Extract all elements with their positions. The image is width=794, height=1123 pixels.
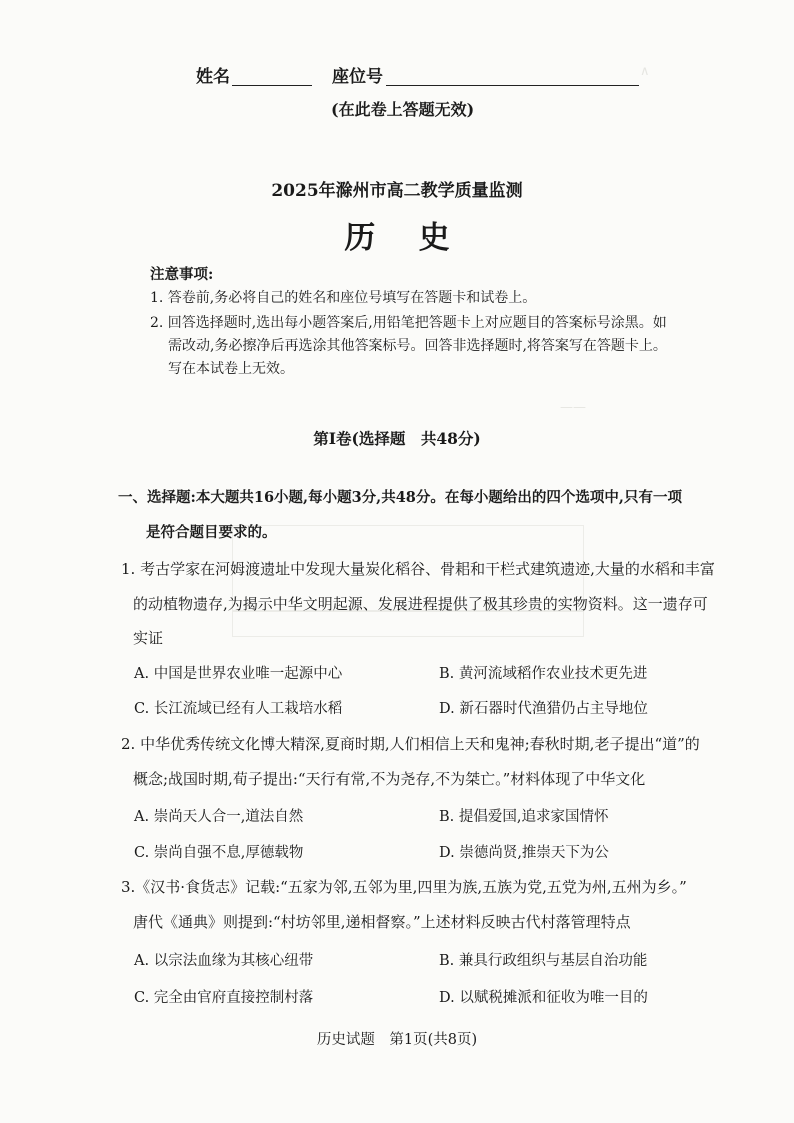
option-b: B. 黄河流域稻作农业技术更先进	[439, 666, 648, 682]
bleed-through-text: ∧	[640, 64, 650, 79]
question-stem-line: 概念;战国时期,荀子提出:“天行有常,不为尧存,不为桀亡。”材料体现了中华文化	[133, 770, 646, 788]
seat-blank-line	[386, 65, 639, 86]
bleed-through-text: ——	[560, 400, 586, 415]
bleed-through-table	[232, 525, 584, 637]
question-stem-line: 3.《汉书·食货志》记载:“五家为邻,五邻为里,四里为族,五族为党,五党为州,五州为乡。”	[121, 878, 687, 896]
question-stem-line: 唐代《通典》则提到:“村坊邻里,递相督察。”上述材料反映古代村落管理特点	[133, 913, 631, 931]
section-title: 第Ⅰ卷(选择题 共48分)	[313, 429, 481, 448]
notes-item: 写在本试卷上无效。	[168, 361, 294, 377]
option-a: A. 以宗法血缘为其核心纽带	[134, 953, 314, 969]
option-d: D. 以赋税摊派和征收为唯一目的	[439, 990, 648, 1006]
section-instruction: 是符合题目要求的。	[146, 524, 277, 541]
option-b: B. 提倡爱国,追求家国情怀	[439, 809, 609, 825]
section-instruction: 一、选择题:本大题共16小题,每小题3分,共48分。在每小题给出的四个选项中,只有一项	[118, 489, 682, 506]
question-stem-line: 2. 中华优秀传统文化博大精深,夏商时期,人们相信上天和鬼神;春秋时期,老子提出“道”的	[121, 735, 700, 753]
subject-title: 历 史	[344, 220, 450, 256]
notes-item: 2. 回答选择题时,选出每小题答案后,用铅笔把答题卡上对应题目的答案标号涂黑。如	[150, 315, 667, 331]
question-stem-line: 1. 考古学家在河姆渡遗址中发现大量炭化稻谷、骨耜和干栏式建筑遗迹,大量的水稻和丰富	[121, 560, 715, 578]
option-c: C. 崇尚自强不息,厚德载物	[134, 845, 304, 861]
option-d: D. 新石器时代渔猎仍占主导地位	[439, 701, 648, 717]
question-stem-line: 的动植物遗存,为揭示中华文明起源、发展进程提供了极其珍贵的实物资料。这一遗存可	[133, 595, 708, 613]
seat-label: 座位号	[332, 67, 383, 87]
name-label: 姓名	[196, 67, 230, 87]
notes-item: 需改动,务必擦净后再选涂其他答案标号。回答非选择题时,将答案写在答题卡上。	[168, 338, 667, 354]
page-footer: 历史试题 第1页(共8页)	[316, 1032, 478, 1048]
option-c: C. 完全由官府直接控制村落	[134, 990, 314, 1006]
exam-title: 2025年滁州市高二教学质量监测	[271, 181, 523, 201]
notes-item: 1. 答卷前,务必将自己的姓名和座位号填写在答题卡和试卷上。	[150, 290, 537, 306]
option-c: C. 长江流域已经有人工栽培水稻	[134, 701, 343, 717]
notes-heading: 注意事项:	[150, 266, 214, 283]
option-d: D. 崇德尚贤,推崇天下为公	[439, 845, 609, 861]
option-a: A. 崇尚天人合一,道法自然	[134, 809, 304, 825]
option-b: B. 兼具行政组织与基层自治功能	[439, 953, 648, 969]
question-stem-line: 实证	[133, 629, 164, 647]
invalid-notice: (在此卷上答题无效)	[331, 100, 475, 119]
name-blank-line	[232, 65, 312, 86]
option-a: A. 中国是世界农业唯一起源中心	[134, 666, 343, 682]
